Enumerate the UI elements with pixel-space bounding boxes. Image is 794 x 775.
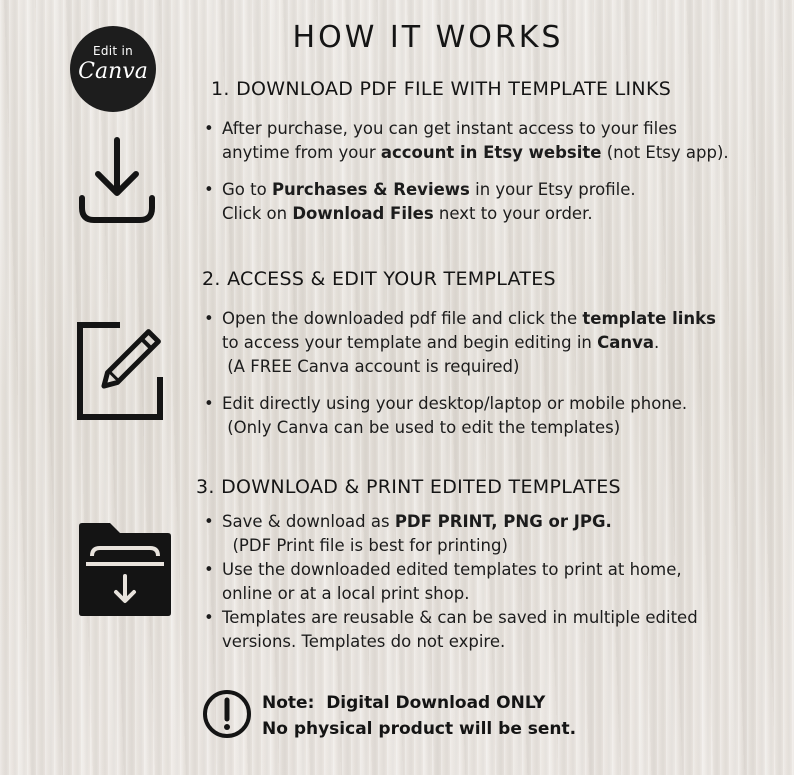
bold-run: PDF PRINT, PNG or JPG.	[394, 512, 612, 531]
list-item	[202, 392, 716, 440]
bullet-line: (Only Canva can be used to edit the templates)	[222, 418, 621, 437]
step1-heading: 1. DOWNLOAD PDF FILE WITH TEMPLATE LINKS	[211, 78, 672, 100]
step2-bullets	[202, 307, 716, 440]
text-run: Go to	[222, 180, 272, 199]
note-line2: No physical product will be sent.	[262, 719, 577, 739]
bold-run: Download Files	[292, 204, 434, 223]
step3-heading: 3. DOWNLOAD & PRINT EDITED TEMPLATES	[196, 476, 621, 498]
bullet-line: • Templates are reusable & can be saved in multiple edited	[222, 608, 698, 627]
bullet-line: online or at a local print shop.	[222, 584, 470, 603]
list-item	[202, 178, 729, 226]
note-line1: Note: Digital Download ONLY	[262, 693, 546, 713]
bold-run: Canva	[597, 333, 655, 352]
badge-brand: Canva	[78, 59, 148, 84]
text-run: next to your order.	[433, 204, 593, 223]
bullet-line	[222, 141, 729, 165]
step2-heading: 2. ACCESS & EDIT YOUR TEMPLATES	[202, 268, 556, 290]
text-run: Click on	[222, 204, 293, 223]
bold-run: account in Etsy website	[380, 143, 602, 162]
canva-badge	[70, 26, 156, 112]
text-run: .	[654, 333, 660, 352]
bold-run: Purchases & Reviews	[271, 180, 470, 199]
folder-download-icon	[76, 520, 174, 620]
text-run: in your Etsy profile.	[469, 180, 636, 199]
step3-bullets	[202, 510, 698, 654]
bullet-line	[222, 307, 716, 331]
bullet-line: versions. Templates do not expire.	[222, 632, 506, 651]
note	[262, 690, 576, 742]
bullet-line: (A FREE Canva account is required)	[222, 357, 520, 376]
bullet-line	[222, 202, 729, 226]
bullet-line: • Edit directly using your desktop/laptop or mobile phone.	[222, 394, 688, 413]
list-item	[202, 117, 729, 165]
bullet-line	[222, 178, 729, 202]
bold-run: template links	[582, 309, 716, 328]
text-run: (not Etsy app).	[601, 143, 729, 162]
bullet-line	[222, 331, 716, 355]
bullet-line: • Use the downloaded edited templates to print at home,	[222, 560, 682, 579]
list-item	[202, 558, 698, 606]
text-run: anytime from your	[222, 143, 381, 162]
step1-bullets	[202, 117, 729, 226]
badge-line1: Edit in	[92, 44, 134, 58]
text-run: Save & download as	[222, 512, 395, 531]
list-item	[202, 510, 698, 558]
bullet-line: (PDF Print file is best for printing)	[222, 536, 508, 555]
page-title: HOW IT WORKS	[292, 20, 564, 55]
bullet-line: • After purchase, you can get instant access to your files	[222, 119, 677, 138]
edit-icon	[76, 322, 166, 422]
list-item	[202, 606, 698, 654]
download-icon	[78, 136, 156, 226]
list-item	[202, 307, 716, 379]
exclamation-circle-icon	[202, 689, 252, 739]
text-run: Open the downloaded pdf file and click the	[222, 309, 583, 328]
bullet-line	[222, 510, 698, 534]
text-run: to access your template and begin editing in	[222, 333, 598, 352]
